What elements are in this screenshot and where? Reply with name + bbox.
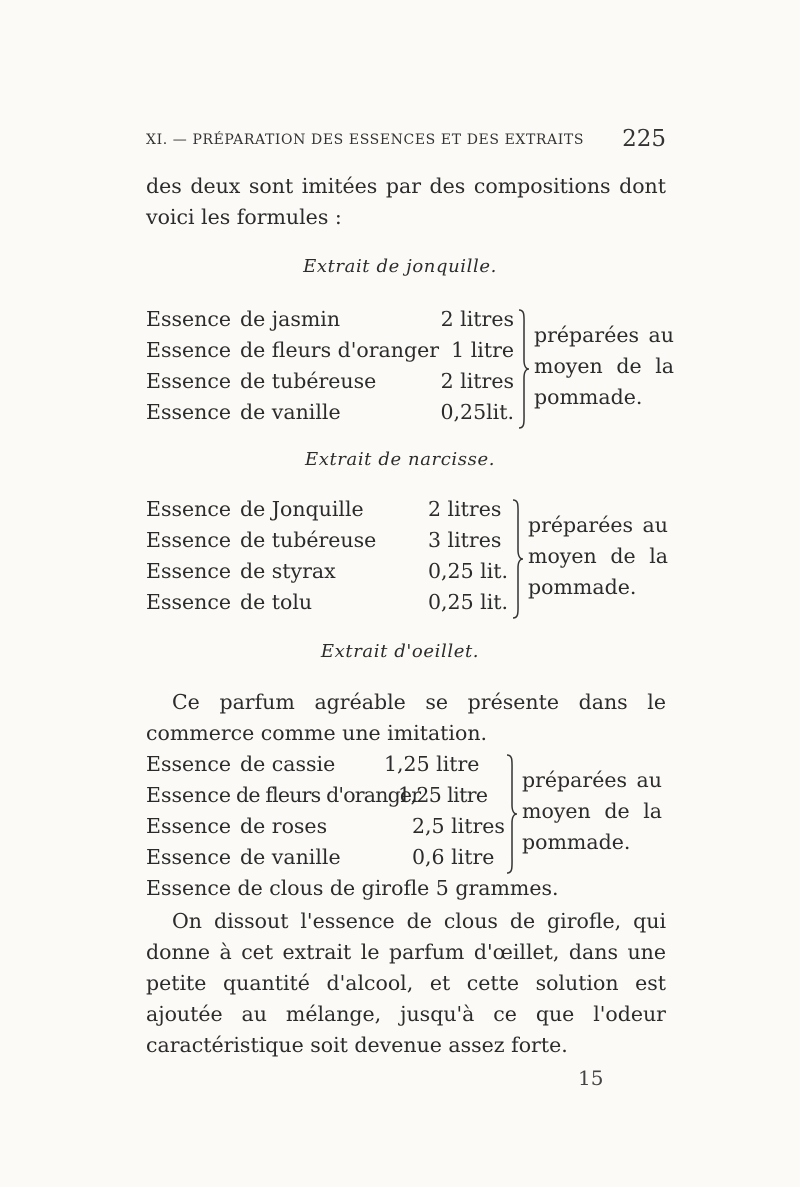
closing-paragraph: On dissout l'essence de clous de girofle, qui donne à cet extrait le parfum d'œillet, dans une petite quantité d'alcool, et cette solution est ajoutée au mélange, jusqu'à ce que l'odeur caractéristique soit devenue assez forte. [146,909,666,1057]
recipe-narcisse [146,494,676,624]
ingredient-name: de cassie [240,752,336,776]
ingredient-qty: 0,25lit. [440,400,514,424]
recipe-title: Extrait de narcisse. [304,449,496,470]
ingredient-qty: 0,25 lit. [428,590,509,614]
recipe-note [528,510,668,603]
ingredient-word: Essence [146,845,231,869]
recipe-note [522,765,662,858]
ingredient-qty: 3 litres [428,528,502,552]
ingredient-name: de jasmin [240,307,341,331]
ingredient-word: Essence [146,752,231,776]
ingredient-word: Essence [146,590,231,614]
curly-brace-icon [510,498,526,620]
ingredient-name: de styrax [240,559,336,583]
recipe-oeillet [146,749,676,879]
note-line: préparées au [534,323,674,347]
ingredient-qty: 2 litres [440,369,514,393]
ingredient-word: Essence [146,307,231,331]
recipe-intro-paragraph: Ce parfum agréable se présente dans le commerce comme une imitation. [146,690,666,745]
ingredient-name: de fleurs d'oranger [236,783,421,807]
ingredient-qty: 2 litres [428,497,502,521]
running-header [146,128,666,158]
ingredient-word: Essence [146,559,231,583]
note-line: pommade. [522,830,631,854]
ingredient-name: de vanille [240,400,341,424]
intro-paragraph [146,171,666,233]
ingredient-qty: 0,6 litre [412,845,495,869]
ingredient-qty: 1,25 litre [384,752,480,776]
intro-line: voici les formules : [146,205,342,229]
ingredient-word: Essence [146,400,231,424]
ingredient-name: de vanille [240,845,341,869]
ingredient-name: de fleurs d'oranger [240,338,439,362]
ingredient-word: Essence [146,528,231,552]
recipe-title: Extrait d'oeillet. [320,641,480,662]
ingredient-name: de tolu [240,590,313,614]
ingredient-word: Essence [146,783,231,807]
signature-mark: 15 [578,1066,604,1090]
intro-line: des deux sont imitées par des compositions dont [146,174,666,198]
note-line: pommade. [534,385,643,409]
note-line: moyen de la [528,544,668,568]
ingredient-word: Essence [146,497,231,521]
curly-brace-icon [516,308,532,430]
ingredient-qty: 1,25 litre [398,783,488,807]
ingredient-qty: 2 litres [440,307,514,331]
ingredient-name: de tubéreuse [240,528,377,552]
note-line: moyen de la [522,799,662,823]
ingredient-word: Essence [146,369,231,393]
recipe-note [534,320,674,413]
ingredient-qty: 0,25 lit. [428,559,509,583]
ingredient-qty: 2,5 litres [412,814,505,838]
ingredient-qty: 1 litre [451,338,514,362]
page-number: 225 [622,126,666,152]
note-line: moyen de la [534,354,674,378]
ingredient-word: Essence [146,814,231,838]
ingredient-name: de Jonquille [240,497,364,521]
recipe-title: Extrait de jonquille. [303,256,497,277]
note-line: préparées au [528,513,668,537]
note-line: préparées au [522,768,662,792]
ingredient-name: de roses [240,814,328,838]
curly-brace-icon [504,753,520,875]
ingredient-word: Essence [146,338,231,362]
ingredient-name: de tubéreuse [240,369,377,393]
note-line: pommade. [528,575,637,599]
extra-ingredient-line: Essence de clous de girofle 5 grammes. [146,876,559,900]
recipe-jonquille [146,304,676,434]
running-title: XI. — PRÉPARATION DES ESSENCES ET DES EXTRAITS [146,132,585,148]
